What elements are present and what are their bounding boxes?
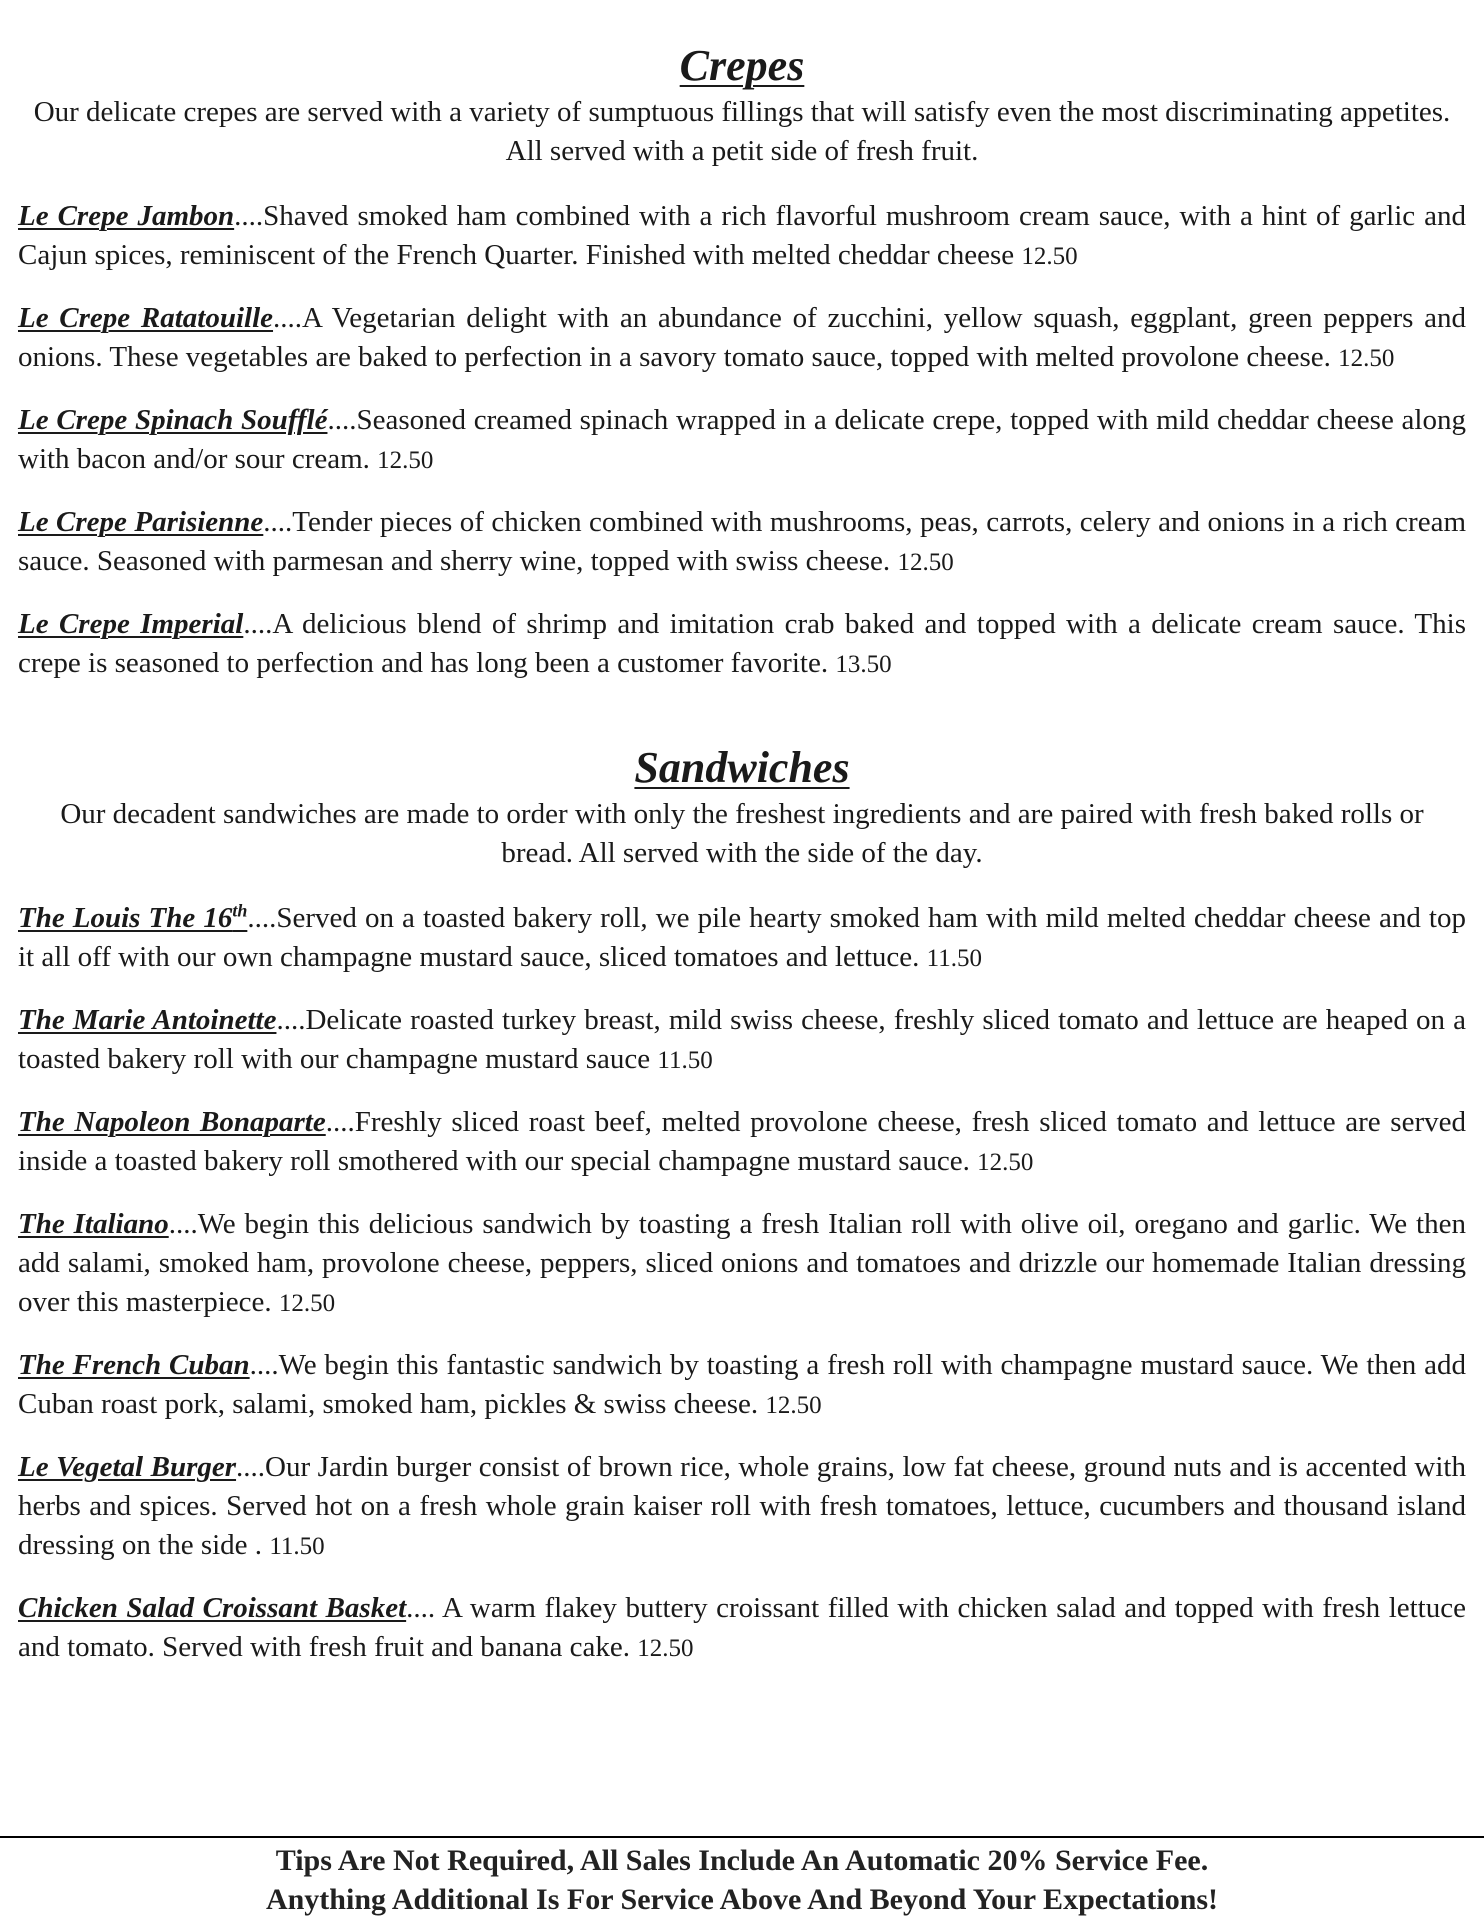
item-description: ....Seasoned creamed spinach wrapped in a delicate crepe, topped with mild cheddar cheese along with bacon and/or sour cream. xyxy=(18,403,1466,475)
item-price: 12.50 xyxy=(637,1634,694,1662)
item-price: 12.50 xyxy=(897,548,954,576)
item-description: ....Our Jardin burger consist of brown rice, whole grains, low fat cheese, ground nuts and is accented with herbs and spices. Served hot on a fresh whole grain kaiser roll with fresh tomatoes, lettuce, cucumbers and thousand island dressing on the side . xyxy=(18,1450,1466,1561)
item-name: Le Crepe Imperial xyxy=(18,607,244,640)
item-description: ....Tender pieces of chicken combined with mushrooms, peas, carrots, celery and onions in a rich cream sauce. Seasoned with parmesan and sherry wine, topped with swiss cheese. xyxy=(18,505,1467,577)
menu-item-louis-the-16th xyxy=(18,899,1466,978)
menu-item-vegetal-burger xyxy=(18,1448,1466,1566)
item-name: Le Vegetal Burger xyxy=(18,1450,237,1483)
menu-item-crepe-imperial xyxy=(18,605,1466,684)
item-description: ....Served on a toasted bakery roll, we pile hearty smoked ham with mild melted cheddar cheese and top it all off with our own champagne mustard sauce, sliced tomatoes and lettuce. xyxy=(18,901,1466,973)
menu-item-french-cuban xyxy=(18,1346,1466,1425)
item-price: 11.50 xyxy=(269,1532,325,1560)
menu-item-crepe-jambon xyxy=(18,197,1466,276)
menu-page xyxy=(18,40,1466,1691)
item-description: ....A delicious blend of shrimp and imitation crab baked and topped with a delicate cream sauce. This crepe is seasoned to perfection and has long been a customer favorite. xyxy=(18,607,1466,679)
menu-item-crepe-spinach-souffle xyxy=(18,401,1466,480)
crepes-section xyxy=(18,40,1466,684)
section-intro-sandwiches: Our decadent sandwiches are made to order with only the freshest ingredients and are paired with fresh baked rolls or bread. All served with the side of the day. xyxy=(60,797,1424,869)
item-price: 12.50 xyxy=(1338,344,1395,372)
item-description: ....Delicate roasted turkey breast, mild swiss cheese, freshly sliced tomato and lettuce are heaped on a toasted bakery roll with our champagne mustard sauce xyxy=(18,1003,1466,1075)
item-description: ....A Vegetarian delight with an abundance of zucchini, yellow squash, eggplant, green peppers and onions. These vegetables are baked to perfection in a savory tomato sauce, topped with melted provolone cheese. xyxy=(18,301,1466,373)
item-price: 12.50 xyxy=(1021,242,1078,270)
menu-item-chicken-salad-croissant xyxy=(18,1589,1466,1668)
item-name: Le Crepe Ratatouille xyxy=(18,301,274,334)
menu-item-italiano xyxy=(18,1205,1466,1323)
item-name: Chicken Salad Croissant Basket xyxy=(18,1591,407,1624)
item-name: Le Crepe Jambon xyxy=(18,199,235,232)
item-price: 11.50 xyxy=(657,1046,713,1074)
item-name: Le Crepe Spinach Soufflé xyxy=(18,403,328,436)
item-description: ....We begin this delicious sandwich by toasting a fresh Italian roll with olive oil, oregano and garlic. We then add salami, smoked ham, provolone cheese, peppers, sliced onions and tomatoes and drizzle our homemade Italian dressing over this masterpiece. xyxy=(18,1207,1466,1318)
item-description: ....We begin this fantastic sandwich by toasting a fresh roll with champagne mustard sauce. We then add Cuban roast pork, salami, smoked ham, pickles & swiss cheese. xyxy=(18,1348,1466,1420)
service-fee-notice xyxy=(0,1836,1484,1919)
item-name-superscript: th xyxy=(232,899,248,920)
item-price: 12.50 xyxy=(765,1391,822,1419)
item-name: The Marie Antoinette xyxy=(18,1003,277,1036)
item-price: 12.50 xyxy=(977,1148,1034,1176)
item-name: Le Crepe Parisienne xyxy=(18,505,264,538)
footer-line-1: Tips Are Not Required, All Sales Include An Automatic 20% Service Fee. xyxy=(275,1844,1209,1877)
section-title-sandwiches: Sandwiches xyxy=(634,742,850,792)
section-title-crepes: Crepes xyxy=(679,41,805,90)
item-name: The Napoleon Bonaparte xyxy=(18,1105,326,1138)
item-name-text: The Louis The 16 xyxy=(18,901,233,934)
item-name xyxy=(18,899,248,934)
item-description: .... A warm flakey buttery croissant filled with chicken salad and topped with fresh lettuce and tomato. Served with fresh fruit and banana cake. xyxy=(18,1591,1466,1663)
item-description: ....Shaved smoked ham combined with a rich flavorful mushroom cream sauce, with a hint of garlic and Cajun spices, reminiscent of the French Quarter. Finished with melted cheddar cheese xyxy=(18,199,1466,271)
item-price: 11.50 xyxy=(926,944,982,972)
section-intro-crepes: Our delicate crepes are served with a variety of sumptuous fillings that will satisfy even the most discriminating appetites. All served with a petit side of fresh fruit. xyxy=(33,95,1451,167)
item-description: ....Freshly sliced roast beef, melted provolone cheese, fresh sliced tomato and lettuce are served inside a toasted bakery roll smothered with our special champagne mustard sauce. xyxy=(18,1105,1466,1177)
menu-item-crepe-ratatouille xyxy=(18,299,1466,378)
menu-item-marie-antoinette xyxy=(18,1001,1466,1080)
item-name: The French Cuban xyxy=(18,1348,250,1381)
sandwiches-section xyxy=(18,742,1466,1668)
footer-line-2: Anything Additional Is For Service Above And Beyond Your Expectations! xyxy=(265,1883,1219,1916)
item-price: 12.50 xyxy=(377,446,434,474)
menu-item-napoleon-bonaparte xyxy=(18,1103,1466,1182)
menu-item-crepe-parisienne xyxy=(18,503,1466,582)
item-price: 13.50 xyxy=(835,650,892,678)
item-price: 12.50 xyxy=(278,1289,336,1317)
item-name: The Italiano xyxy=(18,1207,169,1240)
